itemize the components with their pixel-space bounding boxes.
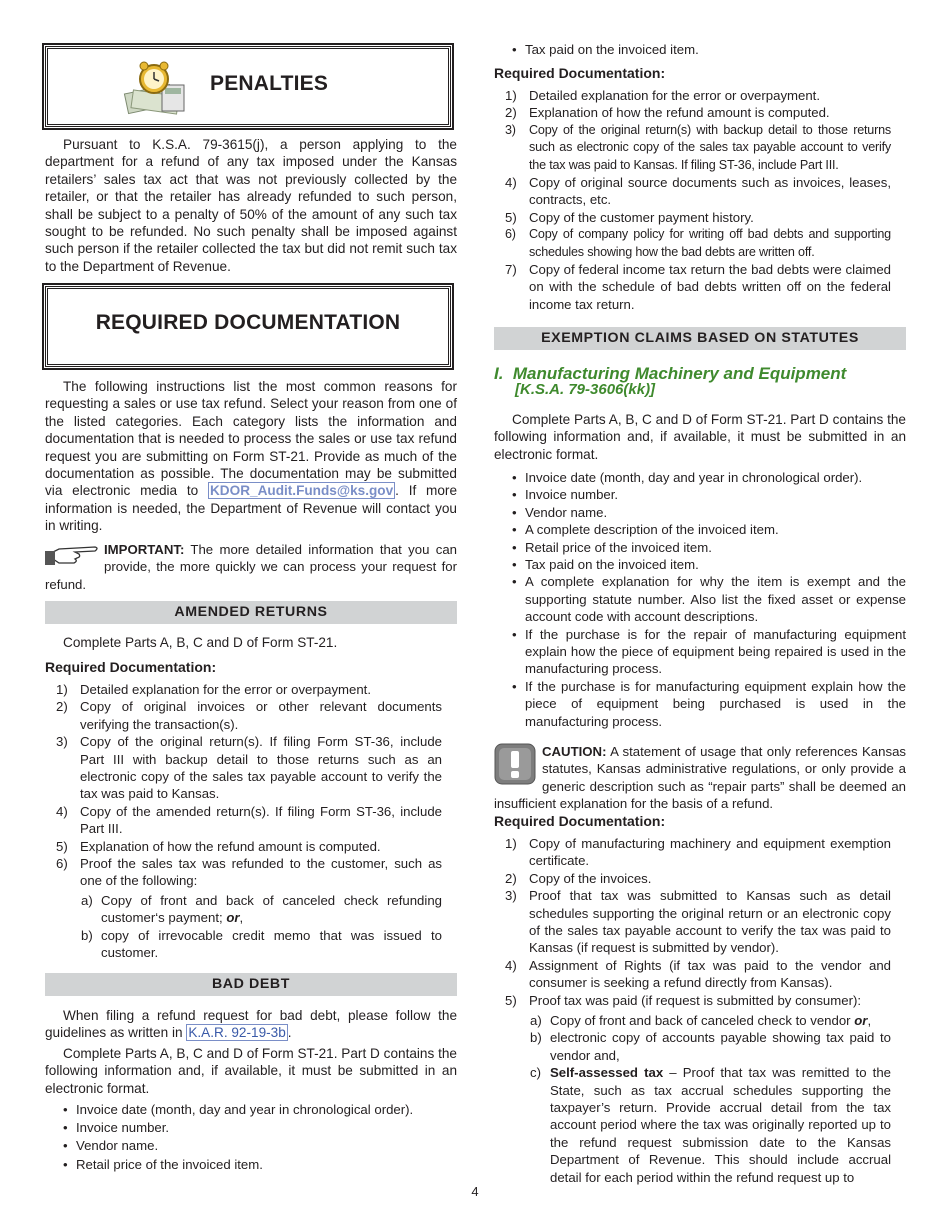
list-item: 5) Proof tax was paid (if request is submitted by consumer): (505, 992, 862, 1008)
list-item: 2) Copy of the invoices. (505, 870, 652, 886)
list-item: 2) Explanation of how the refund amount is computed. (505, 105, 830, 121)
list-item: 7) Copy of federal income tax return the bad debts were claimed on with the schedule of bad debts written off on the federal income tax return. (505, 262, 891, 312)
bad-debt-bullets (45, 1101, 457, 1174)
exemption-claims-header: EXEMPTION CLAIMS BASED ON STATUTES (494, 327, 906, 350)
list-item: 1) Detailed explanation for the error or overpayment. (505, 88, 821, 103)
list-item: • Retail price of the invoiced item. (494, 539, 906, 556)
penalties-text: Pursuant to K.S.A. 79-3615(j), a person applying to the department for a refund of any tax imposed under the Kansas retailers’ sales tax act that was not previously collected by the retailer, or that the retailer has already refunded to such person, shall be subject to a penalty of 50% of the amount of any such tax sought to be refunded. No such penalty shall be imposed against such person if the retailer collected the tax but did not remit such tax to the Department of Revenue. (45, 137, 457, 274)
top-bullet-list (494, 41, 906, 58)
list-item: • If the purchase is for the repair of manufacturing equipment explain how the piece of equipment being repaired is used in the manufacturing process. (494, 626, 906, 678)
mme-title: I. Manufacturing Machinery and Equipment (494, 364, 847, 383)
email-link[interactable]: KDOR_Audit.Funds@ks.gov (209, 483, 394, 499)
money-clock-icon (122, 59, 190, 117)
list-item: 1) Copy of manufacturing machinery and equipment exemption certificate. (505, 836, 891, 869)
mme-list (494, 835, 906, 1009)
page-number: 4 (471, 1184, 479, 1199)
caution-note (494, 743, 906, 813)
list-item: 6) Copy of company policy for writing off bad debts and supporting schedules showing how the bad debts are written off. (505, 227, 891, 259)
list-item: 5) Explanation of how the refund amount is computed. (56, 838, 381, 854)
required-documentation-box (45, 286, 451, 367)
mme-reqdoc-label: Required Documentation: (494, 813, 666, 829)
amended-reqdoc-label: Required Documentation: (45, 659, 217, 675)
list-item: 4) Copy of the amended return(s). If filing Form ST-36, include Part III. (56, 803, 442, 837)
list-item: • Invoice date (month, day and year in chronological order). (494, 469, 906, 486)
mme-citation: [K.S.A. 79-3606(kk)] (515, 381, 656, 399)
penalties-header-box (45, 46, 451, 127)
important-label: IMPORTANT: (104, 542, 185, 557)
list-item: • Invoice number. (45, 1119, 457, 1137)
list-item: 3) Copy of the original return(s) with backup detail to those returns such as electronic copy of the sales tax payable account to verify the tax was paid to Kansas. If filing ST-36, include Part III. (505, 122, 891, 172)
list-item: 3) Proof that tax was submitted to Kansas such as detail schedules supporting the original return or an electronic copy of the sales tax payable account to verify the tax was paid to Kansas (if request is submitted by vendor). (505, 888, 891, 956)
bad-debt-header: BAD DEBT (45, 973, 457, 996)
list-item: • Tax paid on the invoiced item. (494, 556, 906, 573)
bad-debt-reqdoc-label: Required Documentation: (494, 65, 666, 81)
list-item: • Invoice number. (494, 486, 906, 503)
important-text: The more detailed information that you can provide, the more quickly we can process your request for refund. (45, 542, 457, 592)
required-documentation-title: REQUIRED DOCUMENTATION (95, 311, 401, 334)
list-item: 1) Detailed explanation for the error or overpayment. (56, 682, 372, 697)
amended-returns-header: AMENDED RETURNS (45, 601, 457, 624)
penalties-title: PENALTIES (210, 72, 329, 95)
list-item: 4) Assignment of Rights (if tax was paid to the vendor and consumer is seeking a refund directly from Kansas). (505, 957, 891, 991)
list-item: • A complete description of the invoiced item. (494, 521, 906, 538)
intro-text-end: . If more information is needed, the Department of Revenue will contact you in writing. (45, 483, 458, 534)
list-item: 3) Copy of the original return(s). If filing Form ST-36, include Part III with backup detail to those returns such as an electronic copy of the sales tax payable account to verify the tax was paid to Kansas. (56, 734, 442, 802)
list-item: • A complete explanation for why the item is exempt and the supporting statute number. Also list the fixed asset or expense account code with account descriptions. (494, 573, 906, 625)
amended-sub-b: b) copy of irrevocable credit memo that was issued to customer. (81, 927, 442, 961)
intro-text: The following instructions list the most common reasons for requesting a sales or use tax refund. Select your reason from one of the listed categories. Each category lists the information and documentation that is needed to process the sales or use tax refund request you are submitting on Form ST-21. Provide as much of the documentation as possible. The documentation may be submitted via electronic media to (45, 379, 457, 499)
mme-heading (494, 365, 906, 399)
list-item: • Vendor name. (494, 504, 906, 521)
bad-debt-list (494, 87, 906, 313)
important-note (45, 541, 457, 593)
list-item: • Invoice date (month, day and year in chronological order). (45, 1101, 457, 1119)
amended-list (45, 681, 457, 890)
list-item: • Vendor name. (45, 1137, 457, 1155)
bad-debt-text-1: When filing a refund request for bad debt, please follow the guidelines as written in K.A.R. 92-19-3b . (45, 1008, 457, 1041)
kar-link[interactable]: K.A.R. 92-19-3b (188, 1025, 286, 1041)
caution-label: CAUTION: (542, 744, 607, 759)
mme-sub-c: c) Self-assessed tax – Proof that tax was remitted to the State, such as tax accrual schedules supporting the taxpayer’s return. Provide accrual detail from the tax account period where the tax was originally reported up to the refund request submission date to the Kansas Department of Revenue. This should include accrual detail for each period within the refund request up to (530, 1065, 891, 1185)
amended-intro: Complete Parts A, B, C and D of Form ST-21. (63, 635, 338, 650)
mme-sub-b: b) electronic copy of accounts payable showing tax paid to vendor and, (530, 1030, 891, 1063)
mme-text: Complete Parts A, B, C and D of Form ST-21. Part D contains the following information and, if available, it must be submitted in an electronic format. (494, 412, 906, 462)
list-item: 5) Copy of the customer payment history. (505, 209, 754, 225)
mme-sub-a: a) Copy of front and back of canceled check to vendor or, (530, 1013, 872, 1028)
intro-paragraph (45, 378, 457, 535)
list-item: 6) Proof the sales tax was refunded to the customer, such as one of the following: (56, 856, 442, 889)
list-item: • Tax paid on the invoiced item. (494, 41, 906, 58)
caution-text: A statement of usage that only references Kansas statutes, Kansas administrative regulations, or only provide a generic description such as “repair parts” shall be deemed an insufficient explanation for the basis of a refund. (494, 744, 906, 812)
list-item: 2) Copy of original invoices or other relevant documents verifying the transaction(s). (56, 699, 442, 732)
mme-bullets (494, 469, 906, 730)
pointing-hand-icon (45, 541, 101, 567)
amended-sub-a: a) Copy of front and back of canceled check refunding customer‘s payment; or, (81, 893, 442, 926)
list-item: • If the purchase is for manufacturing equipment explain how the piece of equipment being purchased is used in the manufacturing process. (494, 678, 906, 730)
bad-debt-text-2: Complete Parts A, B, C and D of Form ST-21. Part D contains the following information and, if available, it must be submitted in an electronic format. (45, 1046, 457, 1096)
warning-icon (494, 743, 536, 785)
list-item: • Retail price of the invoiced item. (45, 1156, 457, 1174)
list-item: 4) Copy of original source documents such as invoices, leases, contracts, etc. (505, 175, 891, 208)
